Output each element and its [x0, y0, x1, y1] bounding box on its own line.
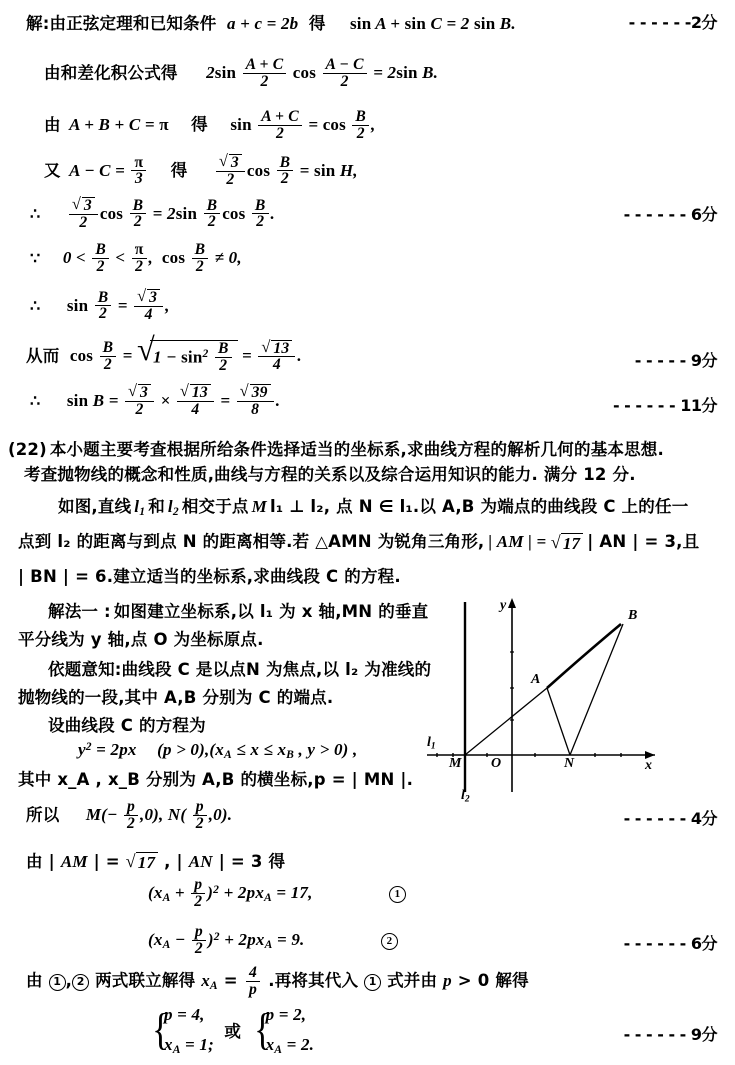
note-text-1: 依题意知:曲线段 C 是以点N 为焦点,以 l₂ 为准线的 — [48, 660, 432, 679]
solution22-note-line1 — [48, 656, 431, 680]
figure-svg — [425, 592, 725, 807]
figure-label-y-axis: y — [500, 598, 507, 613]
coords-expr: M(− $\frac{p}{2}$ ,0), N( $\frac{p}{2}$ ,0). — [85, 798, 233, 832]
segment-MA — [465, 688, 547, 755]
statement-text-3: | BN | = 6.建立适当的坐标系,求曲线段 C 的方程. — [18, 567, 401, 586]
solution21-line9 — [30, 385, 280, 419]
curve-conditions: $(p > 0),(x_A \le x \le x_B$ , y > 0) , — [157, 740, 358, 762]
line4-lead: 又 — [44, 160, 61, 180]
solution22-where-line — [18, 766, 413, 790]
solution22-set-line — [48, 712, 206, 736]
marks-2: - - - - - -2分 — [628, 13, 717, 32]
line6-expr: 0 < $\frac{B}{2}$ < $\frac{\pi}{2}$ , cos $\frac{B}{2}$ ≠ 0, — [62, 241, 242, 275]
figure-label-O: O — [491, 756, 502, 771]
marks-4: - - - - - - 4分 — [623, 809, 717, 828]
solve-text-a: 由 1 , 2 两式联立解得 $x_A$ = — [26, 971, 238, 992]
marks-11: - - - - - - 11分 — [612, 396, 717, 415]
solution22-equation — [78, 740, 357, 761]
statement-l1: $l_1$ — [134, 497, 146, 518]
solution22-note-line2 — [18, 684, 333, 708]
system-left-eq2: $x_A = 1$; — [164, 1034, 214, 1056]
solution21-line1 — [26, 10, 516, 34]
line9-expr: sin B = √ $\frac{3}{2}$ × √ $\frac{13}{4}$ = √ $\frac{39}{8}$ . — [67, 391, 280, 410]
figure-label-N: N — [564, 756, 575, 771]
line7-expr: sin $\frac{B}{2}$ = √ $\frac{3}{4}$ , — [67, 296, 170, 315]
therefore-symbol-1: ∴ — [30, 205, 41, 223]
system-left — [150, 1000, 214, 1060]
solution22-eq2 — [148, 925, 398, 958]
problem22-statement-line3 — [18, 563, 401, 587]
statement-text-1d: l₁ ⊥ l₂, 点 N ∈ l₁.以 A,B 为端点的曲线段 C 上的任一 — [269, 497, 689, 516]
curve-equation: $y^2 = 2px$ — [78, 740, 137, 760]
line2-lead: 由和差化积公式得 — [44, 63, 178, 83]
solution21-line7 — [30, 290, 170, 324]
set-text: 设曲线段 C 的方程为 — [48, 716, 206, 735]
note-text-2: 抛物线的一段,其中 A,B 分别为 C 的端点. — [18, 688, 334, 707]
statement-point-M: M — [251, 497, 267, 516]
solution21-line4 — [44, 155, 358, 189]
solution22-solve-line — [26, 966, 529, 999]
figure-label-A: A — [531, 672, 541, 687]
method-title: 解法一 : — [48, 602, 111, 621]
statement-text-1b: 和 — [148, 497, 165, 516]
line3-expr-b: sin $\frac{A + C}{2}$ = cos $\frac{B}{2}$ , — [230, 108, 376, 142]
figure-label-B: B — [628, 608, 638, 623]
line4-mid: 得 — [170, 160, 188, 180]
statement-text-2: 点到 l₂ 的距离与到点 N 的距离相等.若 △AMN 为锐角三角形, — [18, 532, 485, 551]
commentary-text-2: 考查抛物线的概念和性质,曲线与方程的关系以及综合运用知识的能力. 满分 12 分. — [24, 465, 636, 484]
solution22-coords-line — [26, 800, 232, 833]
line8-expr: cos $\frac{B}{2}$ = √ $1 - \sin^2$ $\frac{B}{2}$ = √ $\frac{13}{4}$ . — [70, 346, 302, 365]
solution21-line2 — [44, 58, 438, 91]
given-text: 由 | AM | = √ 17 , | AN | = 3 得 — [26, 852, 285, 871]
line1-expr-b: sin A + sin C = 2 sin B. — [349, 14, 516, 33]
solution22-method-line1 — [48, 598, 428, 622]
solution22-systems — [150, 1000, 314, 1060]
system-or: 或 — [224, 1021, 242, 1041]
line1-mid: 得 — [308, 14, 326, 33]
problem22-statement-line1 — [58, 493, 688, 518]
y-axis-arrow — [508, 598, 516, 608]
coordinate-figure — [425, 592, 725, 807]
line4-expr-a: A − C = $\frac{\pi}{3}$ — [69, 161, 153, 180]
line3-expr-a: A + B + C = π — [69, 115, 169, 135]
eq2-tag: 2 — [381, 933, 398, 950]
eq1-expr: ($x_A$ + $\frac{p}{2}$ )$^2 + 2px_A = 17$, — [148, 876, 318, 910]
solve-fraction: $\frac{4}{p}$ — [246, 965, 260, 998]
problem22-commentary-line1 — [8, 436, 664, 460]
statement-l2: $l_2$ — [167, 497, 179, 518]
line1-expr-a: a + c = 2b — [226, 14, 299, 33]
solution21-line6 — [30, 243, 242, 276]
line4-expr-b: √ $\frac{3}{2}$ cos $\frac{B}{2}$ = sin H, — [214, 161, 358, 180]
segment-AN — [547, 688, 570, 755]
line2-expr: 2sin $\frac{A + C}{2}$ cos $\frac{A - C}{2}$ = 2sin B. — [206, 56, 439, 90]
where-text: 其中 x_A , x_B 分别为 A,B 的横坐标,p = | MN |. — [18, 770, 414, 789]
problem22-commentary-line2 — [24, 461, 636, 485]
coords-lead: 所以 — [26, 805, 60, 825]
line3-mid: 得 — [191, 115, 208, 135]
statement-text-1a: 如图,直线 — [58, 497, 132, 516]
solution22-given-line — [26, 848, 285, 873]
solution22-eq1 — [148, 878, 406, 911]
figure-label-l1: $l_1$ — [427, 735, 436, 752]
solution22-method-line2 — [18, 626, 264, 650]
problem22-statement-line2 — [18, 528, 699, 554]
problem-number: (22) — [8, 440, 47, 459]
eq2-expr: ($x_A$ − $\frac{p}{2}$ )$^2 + 2px_A = 9$. — [148, 923, 309, 957]
therefore-symbol-3: ∴ — [30, 392, 41, 410]
therefore-symbol-2: ∴ — [30, 297, 41, 315]
system-right-eq1: { p = 2, — [265, 1005, 307, 1024]
system-left-eq1: { p = 4, — [164, 1005, 205, 1024]
line8-lead: 从而 — [26, 346, 60, 366]
line3-lead: 由 — [44, 115, 61, 135]
solution21-line8 — [26, 340, 302, 375]
marks-9a: - - - - - 9分 — [634, 351, 717, 370]
marks-6a: - - - - - - 6分 — [623, 205, 717, 224]
because-symbol: ∵ — [30, 250, 41, 268]
figure-label-l2: $l_2$ — [461, 788, 470, 805]
statement-am: | AM | = √ 17 — [488, 532, 583, 551]
marks-6b: - - - - - - 6分 — [623, 934, 717, 953]
marks-9b: - - - - - - 9分 — [623, 1025, 717, 1044]
figure-label-x-axis: x — [645, 758, 652, 773]
system-right — [252, 1000, 315, 1060]
method-text-2: 平分线为 y 轴,点 O 为坐标原点. — [18, 630, 264, 649]
line5-expr: √ $\frac{3}{2}$ cos $\frac{B}{2}$ = 2sin $\frac{B}{2}$ cos $\frac{B}{2}$ . — [67, 204, 275, 223]
commentary-text-1: 本小题主要考查根据所给条件选择适当的坐标系,求曲线方程的解析几何的基本思想. — [49, 440, 664, 459]
statement-text-1c: 相交于点 — [181, 497, 249, 516]
solution21-line5 — [30, 198, 275, 232]
method-text-1: 如图建立坐标系,以 l₁ 为 x 轴,MN 的垂直 — [113, 602, 429, 621]
system-right-eq2: $x_A = 2$. — [265, 1034, 315, 1056]
solve-text-b: .再将其代入 1 式并由 p > 0 解得 — [268, 971, 529, 991]
line1-lead: 解:由正弦定理和已知条件 — [26, 14, 217, 33]
figure-label-M: M — [449, 756, 462, 771]
eq1-tag: 1 — [389, 886, 406, 903]
statement-text-2b: | AN | = 3,且 — [587, 532, 700, 551]
solution21-line3 — [44, 110, 375, 143]
